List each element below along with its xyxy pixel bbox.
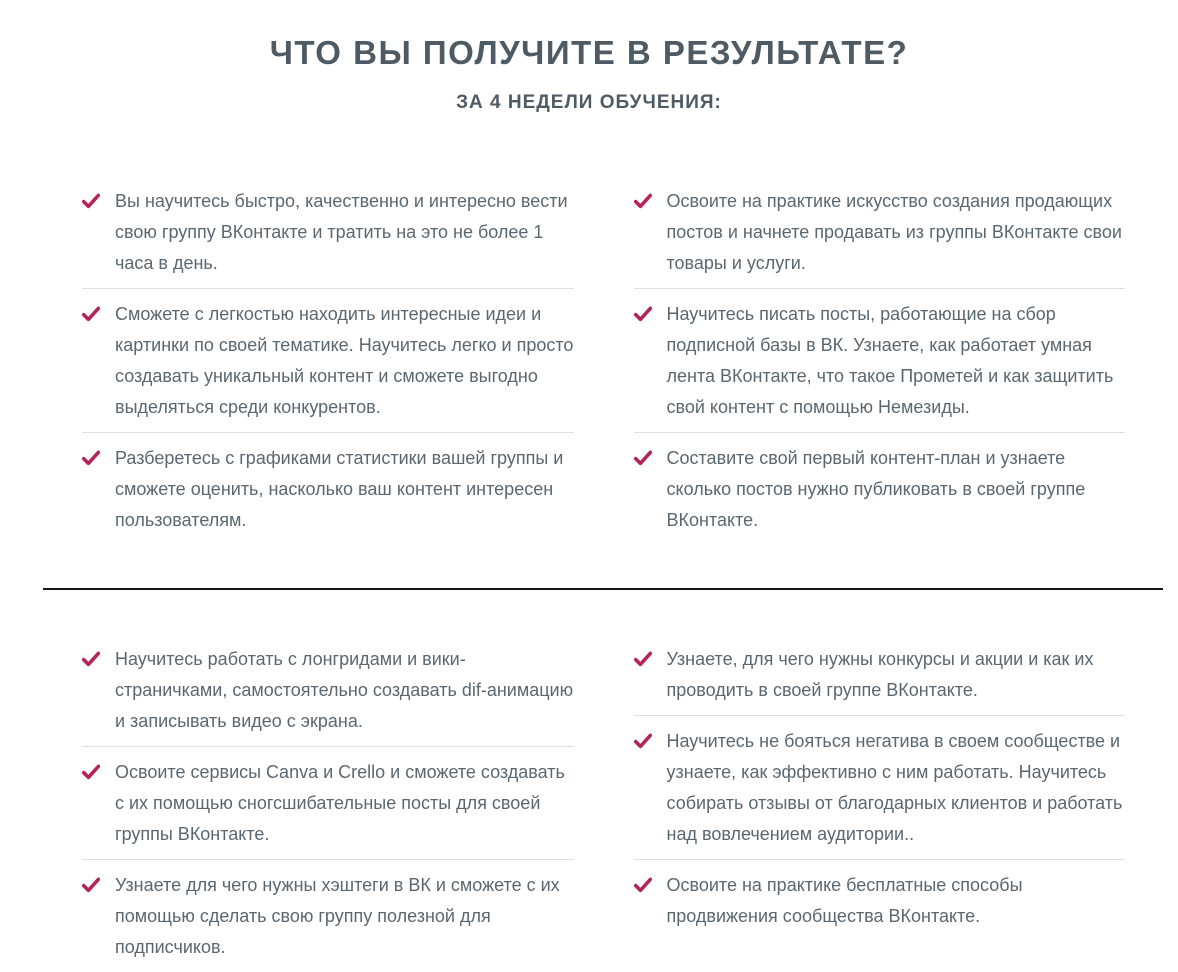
benefit-item-text: Узнаете для чего нужны хэштеги в ВК и сможете с их помощью сделать свою группу полезной для подписчиков.	[115, 875, 560, 957]
benefit-item-text: Научитесь не бояться негатива в своем сообществе и узнаете, как эффективно с ним работать. Научитесь собирать отзывы от благодарных клиентов и работать над вовлечением аудитории..	[666, 731, 1123, 844]
benefit-item	[634, 860, 1126, 941]
benefit-item-text: Разберетесь с графиками статистики вашей группы и сможете оценить, насколько ваш контент интересен пользователям.	[115, 448, 564, 530]
benefit-item	[634, 716, 1126, 860]
benefit-item	[82, 860, 574, 972]
benefit-sections	[0, 176, 1178, 972]
section-divider	[43, 588, 1163, 590]
page-subtitle: ЗА 4 НЕДЕЛИ ОБУЧЕНИЯ:	[456, 92, 722, 113]
benefit-item	[82, 747, 574, 860]
benefit-item	[634, 433, 1126, 545]
benefit-section	[0, 176, 1178, 545]
benefits-column	[82, 634, 574, 972]
checkmark-icon	[634, 193, 652, 209]
benefit-item	[82, 176, 574, 289]
benefit-item	[82, 289, 574, 433]
checkmark-icon	[82, 193, 100, 209]
checkmark-icon	[82, 306, 100, 322]
checkmark-icon	[82, 450, 100, 466]
benefit-item	[82, 433, 574, 545]
checkmark-icon	[82, 651, 100, 667]
benefit-item-text: Освоите на практике искусство создания продающих постов и начнете продавать из группы ВКонтакте свои товары и услуги.	[666, 191, 1122, 273]
benefit-item-text: Научитесь работать с лонгридами и вики-страничками, самостоятельно создавать dif-анимацию и записывать видео с экрана.	[115, 649, 574, 731]
checkmark-icon	[82, 877, 100, 893]
benefits-column	[634, 176, 1126, 545]
results-page	[0, 34, 1178, 957]
benefit-section	[0, 634, 1178, 972]
benefit-item-text: Составите свой первый контент-план и узнаете сколько постов нужно публиковать в своей группе ВКонтакте.	[666, 448, 1086, 530]
benefit-item-text: Освоите на практике бесплатные способы продвижения сообщества ВКонтакте.	[666, 875, 1023, 926]
benefit-item	[82, 634, 574, 747]
checkmark-icon	[634, 733, 652, 749]
checkmark-icon	[634, 877, 652, 893]
checkmark-icon	[82, 764, 100, 780]
benefits-column	[82, 176, 574, 545]
benefit-item-text: Освоите сервисы Canva и Crello и сможете создавать с их помощью сногсшибательные посты для своей группы ВКонтакте.	[115, 762, 565, 844]
benefit-item-text: Узнаете, для чего нужны конкурсы и акции и как их проводить в своей группе ВКонтакте.	[666, 649, 1094, 700]
benefit-item-text: Сможете с легкостью находить интересные идеи и картинки по своей тематике. Научитесь легко и просто создавать уникальный контент и сможете выгодно выделяться среди конкурентов.	[115, 304, 574, 417]
benefit-item	[634, 176, 1126, 289]
checkmark-icon	[634, 450, 652, 466]
checkmark-icon	[634, 651, 652, 667]
benefit-item-text: Вы научитесь быстро, качественно и интересно вести свою группу ВКонтакте и тратить на это не более 1 часа в день.	[115, 191, 568, 273]
checkmark-icon	[634, 306, 652, 322]
benefit-item	[634, 634, 1126, 716]
benefit-item-text: Научитесь писать посты, работающие на сбор подписной базы в ВК. Узнаете, как работает умная лента ВКонтакте, что такое Прометей и как защитить свой контент с помощью Немезиды.	[666, 304, 1114, 417]
benefit-item	[634, 289, 1126, 433]
benefits-column	[634, 634, 1126, 972]
page-title: ЧТО ВЫ ПОЛУЧИТЕ В РЕЗУЛЬТАТЕ?	[269, 34, 909, 71]
